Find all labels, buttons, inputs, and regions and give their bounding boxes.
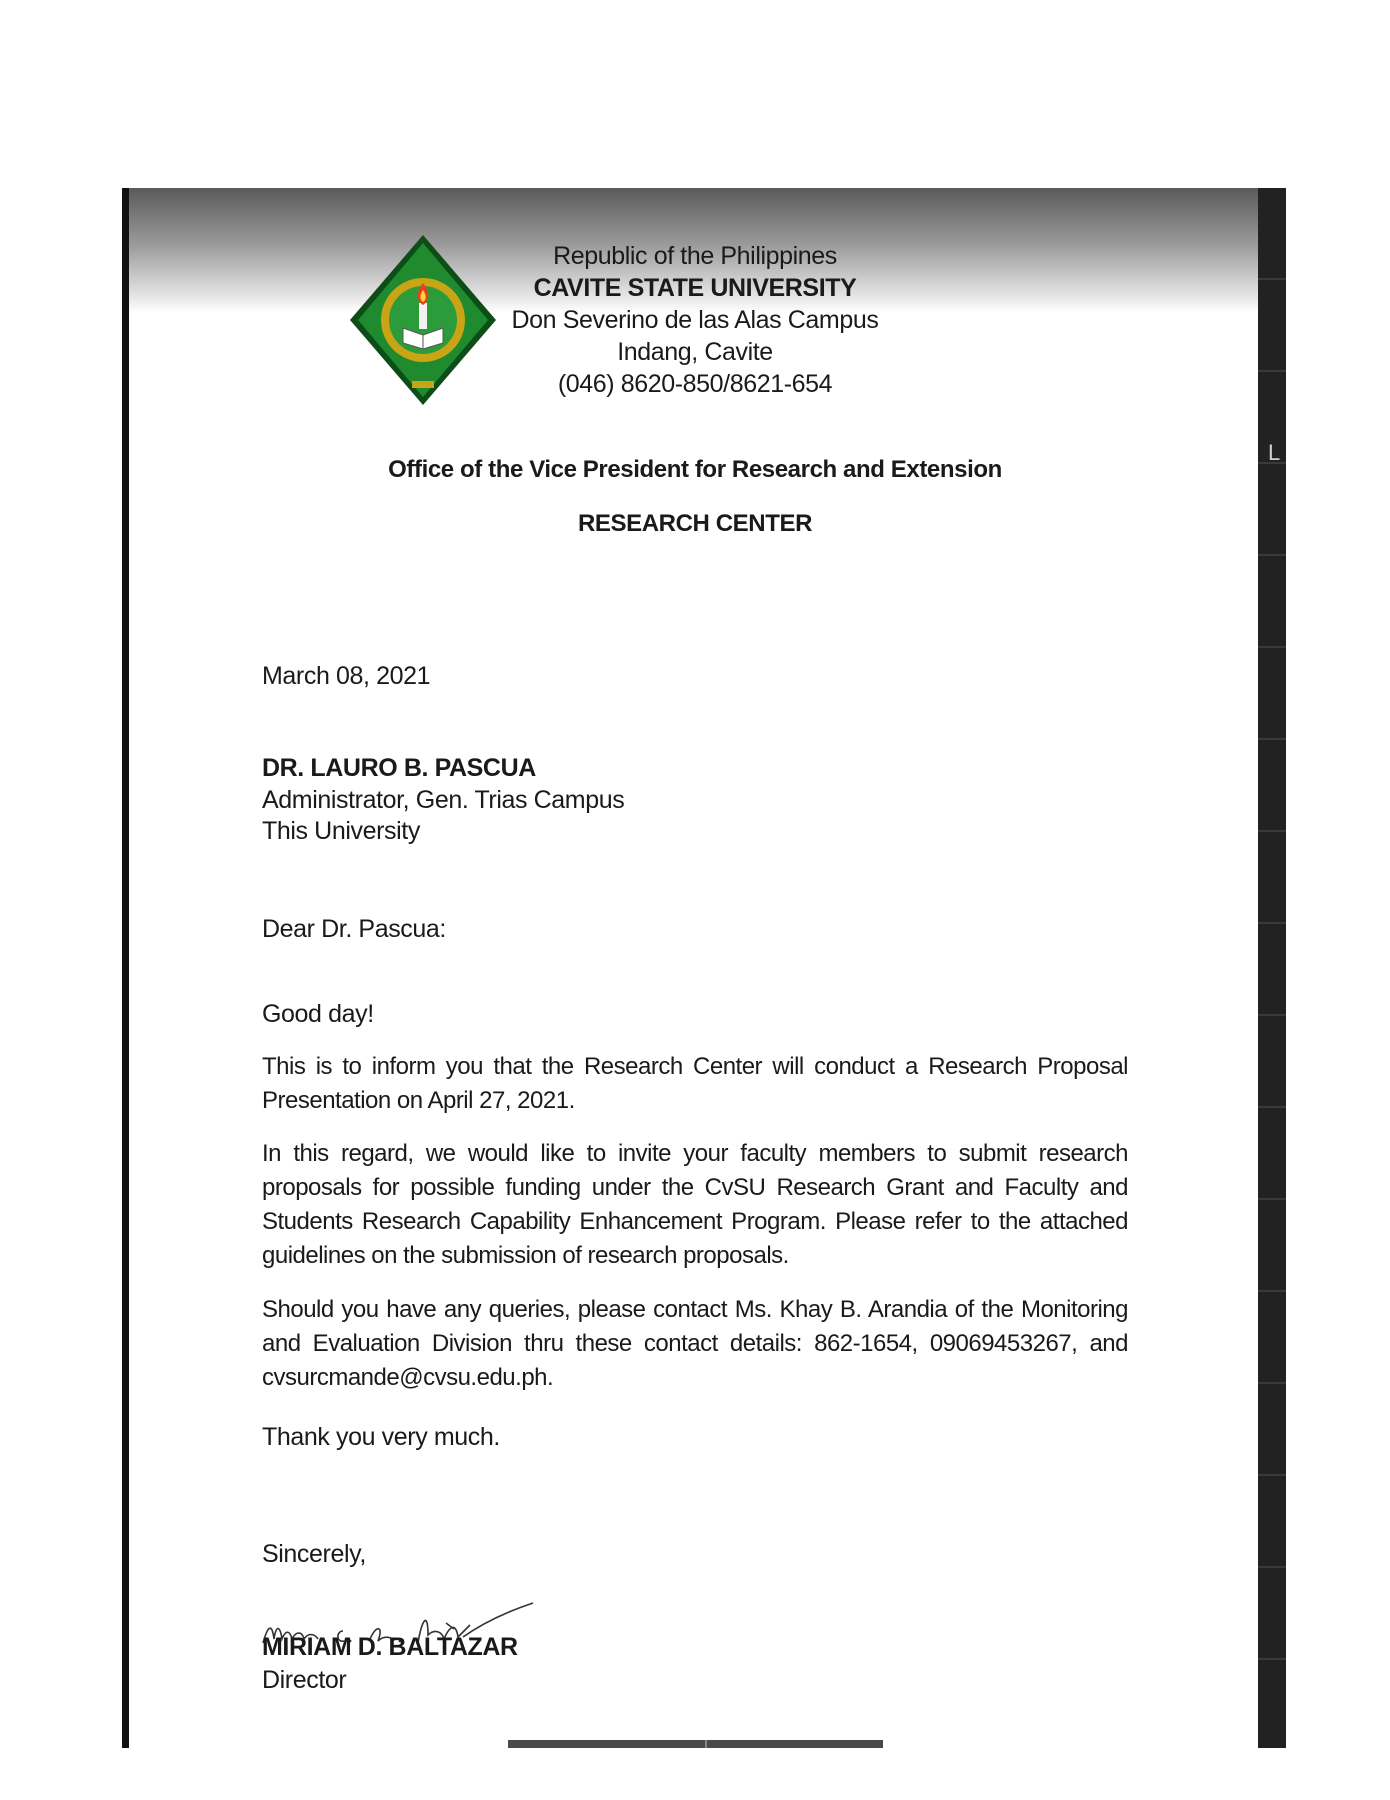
recipient-name: DR. LAURO B. PASCUA [262, 754, 536, 782]
salutation: Dear Dr. Pascua: [262, 915, 446, 943]
country-line: Republic of the Philippines [553, 242, 837, 270]
recipient-title: Administrator, Gen. Trias Campus [262, 786, 625, 814]
office-title: Office of the Vice President for Research and Extension [388, 456, 1002, 483]
body-paragraph: In this regard, we would like to invite your faculty members to submit research proposals for possible funding under the CvSU Research Grant and Faculty and Students Research Capability Enhancement Program. Please refer to the attached guidelines on the submission of research proposals. [262, 1140, 1128, 1269]
unit-title: RESEARCH CENTER [577, 510, 813, 537]
phone-line: (046) 8620-850/8621-654 [557, 370, 833, 398]
campus-line: Don Severino de las Alas Campus [511, 306, 879, 334]
body-paragraph: This is to inform you that the Research Center will conduct a Research Proposal Presentation on April 27, 2021. [262, 1053, 1128, 1114]
body-paragraph: Should you have any queries, please contact Ms. Khay B. Arandia of the Monitoring and Evaluation Division thru these contact details: 862-1654, 09069453267, and cvsurcmande@cvsu.edu.ph. [262, 1296, 1128, 1391]
viewer-edge-glyph: L [1268, 440, 1281, 465]
thanks-line: Thank you very much. [262, 1423, 500, 1451]
recipient-org: This University [262, 817, 420, 845]
page-scroll-indicator [508, 1740, 883, 1748]
signatory-title: Director [262, 1666, 347, 1694]
location-line: Indang, Cavite [617, 338, 773, 366]
university-name: CAVITE STATE UNIVERSITY [533, 274, 857, 302]
viewer-right-panel [1258, 188, 1286, 1748]
signatory-name: MIRIAM D. BALTAZAR [262, 1633, 518, 1661]
viewer-left-edge [122, 188, 129, 1748]
letter-date: March 08, 2021 [262, 662, 431, 690]
greeting: Good day! [262, 1000, 374, 1028]
closing: Sincerely, [262, 1540, 366, 1568]
